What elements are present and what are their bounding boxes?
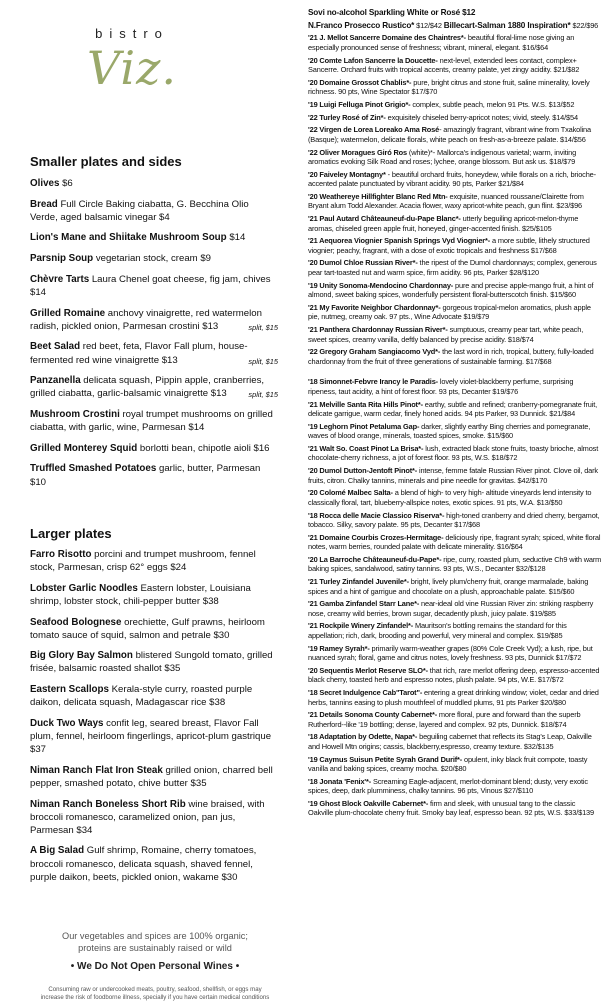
menu-item-name: Eastern Scallops [30,684,109,696]
consume-warning: Consuming raw or undercooked meats, poultry, seafood, shellfish, or eggs may increase the risk of foodborne illness, specially if you have certain medical conditions [40,986,270,1001]
menu-item [30,717,278,756]
menu-item-name: Big Glory Bay Salmon [30,650,133,662]
menu-item-desc: vegetarian stock, cream $9 [93,253,212,265]
wine-item [308,100,602,110]
menu-item-name: Grilled Romaine [30,307,106,319]
wine-name: '21 Rockpile Winery Zinfandel*- [308,621,414,631]
menu-item-desc: Full Circle Baking ciabatta, G. Becchina Olio Verde, aged balsamic vinegar $4 [30,198,249,223]
menu-item-desc: wine braised, with broccoli romanesco, caramelized onion, pan jus, Parmesan $34 [30,798,265,836]
menu-item [30,616,278,642]
menu-item-name: Duck Two Ways [30,717,104,729]
wine-item [308,33,602,52]
wine-item [308,511,602,530]
menu-item-desc: $14 [226,232,246,244]
menu-item-name: Chèvre Tarts [30,273,90,285]
menu-item-name: Olives [30,178,60,189]
wine-name: '18 Adaptation by Odette, Napa*- [308,732,418,742]
wine-item [308,710,602,729]
menu-item-desc: Laura Chenel goat cheese, fig jam, chives $14 [30,273,271,298]
wine-name: '19 Luigi Fellugа Pinot Grigio*- [308,99,411,109]
wine-desc: - beautiful orchard fruits, honeydew, while florals on a rich, brioche-accented palate punctuated by vibrant acidity. 90 pts, Parker $21/$84 [308,169,596,189]
wine-name: '21 Aequorea Viognier Spanish Springs Vyd Viognier*- [308,236,491,246]
wine-desc: primarily warm-weather grapes (80% Cole Creek Vyd); a lush, ripe, but nuanced syrah; floral, game and citrus notes, lovely freshness. 93 pts, Dunnick $17/$72 [308,643,593,663]
menu-item [30,177,278,190]
wine-desc: Screaming Eagle-adjacent, merlot-dominant blend; dusty, very exotic spices, deep, dark plumminess, chalky tannins. 96 pts, Vinous $27/$110 [308,776,588,796]
menu-item [30,548,278,574]
wine-item [308,688,602,707]
wine-desc: near-ideal old vine Russian River zin: striking raspberry nose, creamy wild berries, brown sugar, decadently plush, juicy palate. $19/$85 [308,599,594,618]
wine-name: '21 Walt So. Coast Pinot La Brisa*- [308,443,424,453]
wine-desc: a more subtle, lithely structured viognier; peachy, fragrant, with a dose of exotic tropicals and freshness $17/$68 [308,236,590,255]
menu-item [30,462,278,488]
wine-item [308,303,602,322]
menu-item [30,683,278,709]
menu-item [30,198,278,224]
wine-name: Sovi no-alcohol Sparkling White or Rosé $12 [308,8,476,17]
wine-item [308,113,602,123]
menu-item-desc: red beet, feta, Flavor Fall plum, house-fermented red wine vinaigrette $13 [30,341,248,366]
wine-name: '19 Caymus Suisun Petite Syrah Grand Durif*- [308,754,463,764]
wine-desc: pure and precise apple-mango fruit, a hint of almond, sweet baking spices, wonderfully persistent floral-butterscotch finish. $15/$60 [308,280,594,300]
menu-item-desc: Kerala-style curry, roasted purple daikon, delicata squash, Madagascar rice $38 [30,684,253,709]
wine-name: '20 Domaine Grossot Chablis*- [308,77,412,87]
wine-name: '22 Gregory Graham Sangiacomo Vyd*- [308,347,441,357]
menu-item [30,231,278,244]
larger-list [30,548,278,891]
wine-name: '21 Melville Santa Rita Hills Pinot*- [308,399,423,409]
wine-desc: - amazingly fragrant, vibrant wine from Txakolina (Basque); watermelon, delicate florals, white peach on fresh-as-a-breeze palate. $14/$56 [308,125,591,144]
wine-name: '21 Domaine Courbis Crozes-Hermitage- [308,532,444,542]
wine-desc: intense, femme fatale Russian River pinot. Clove oil, dark fruits, citron. Chalky tannins, minerals and pine needle for gravitas. $42/$170 [308,466,598,485]
wine-desc: entering a great drinking window; violet, cedar and dried herbs, tannins easing to plush mouthfeel of muddled plums, 91 pts Parker $20/$80 [308,688,599,707]
menu-item-desc: garlic, butter, Parmesan $10 [30,463,261,488]
wine-item [308,777,602,796]
menu-item [30,844,278,883]
menu-item-name: Niman Ranch Flat Iron Steak [30,764,163,776]
menu-item-desc: delicata squash, Pippin apple, cranberries, grilled ciabatta, garlic-balsamic vinaigrette $13 [30,375,265,400]
menu-item-desc: confit leg, seared breast, Flavor Fall plum, fennel, heirloom fingerlings, apricot-plum gastrique $37 [30,717,272,756]
wine-name: '19 Unity Sonoma-Mendocino Chardonnay- [308,280,454,290]
wine-desc: Mauritson's bottling remains the standard for this appellation; rich, dark, brooding and powerful, very mineral and complex. $19/$85 [308,621,567,640]
menu-item-desc: Gulf shrimp, Romaine, cherry tomatoes, broccoli romanesco, delicata squash, shaved fennel, purple daikon, beets, pickled onion, wakame $30 [30,845,257,883]
wine-name: '20 La Barroche Châteauneuf-du-Pape*- [308,554,442,564]
wine-name: '22 Oliver Moragues Giró Ros [308,147,408,157]
wine-item [308,148,602,167]
wine-item [308,325,602,344]
wine-desc: darker, slightly earthy Bing cherries and pomegranate, waves of blood orange, minerals, toasted spices, smoke. $15/$60 [308,421,591,441]
wine-list [308,8,602,821]
wine-item [308,56,602,75]
wine-desc: exquisitely chiseled berry-apricot notes; vivid, steely. $14/$54 [385,112,578,122]
wine-item [308,799,602,818]
larger-heading: Larger plates [30,526,112,541]
menu-item-desc: Eastern lobster, Louisiana shrimp, lobster stock, chili-pepper butter $38 [30,582,251,607]
menu-item [30,273,278,299]
wine-name: '20 Sequentis Merlot Reserve SLO*- [308,665,428,675]
wine-name: '21 Panthera Chardonnay Russian River*- [308,325,448,334]
wine-item [308,755,602,774]
wine-desc: lovely violet-blackberry perfume, surprising ripeness, taut acidity, a hint of forest floor. 93 pts, Decanter $19/$76 [308,377,574,396]
menu-item-desc: anchovy vinaigrette, red watermelon radish, pickled onion, Parmesan crostini $13 [30,307,262,332]
wine-item [308,533,602,552]
wine-name: '20 Dumol Dutton-Jentoft Pinot*- [308,466,418,476]
wine-item [308,258,602,277]
wine-sparkling-na [308,8,602,18]
menu-item [30,252,278,265]
wine-desc: beautiful floral-lime nose giving an especially pronounced sense of freshness; vibrant, mineral, elegant. $16/$64 [308,33,575,52]
wine-desc: firm and sleek, with unusual tang to the classic Oakville plum-chocolate cherry fruit. Smoky bay leaf, espresso bean. 92 pts, W.S. $33/$139 [308,798,594,818]
menu-item-name: Truffled Smashed Potatoes [30,463,157,475]
menu-item-name: Mushroom Crostini [30,408,120,420]
wine-name: '18 Simonnet-Febvre Irancy le Paradis- [308,377,438,387]
wine-name: N.Franco Prosecco Rustico* [308,20,415,30]
menu-item [30,649,278,675]
menu-item-name: Bread [30,198,58,210]
logo-bistro: bistro [95,26,169,41]
wine-item [308,214,602,233]
menu-item-name: A Big Salad [30,845,85,857]
wine-item [308,466,602,485]
logo-viz: Viz. [87,41,177,95]
menu-item [30,764,278,790]
wine-item [308,577,602,596]
wine-desc: gorgeous tropical-melon aromatics, plush apple pie, nutmeg, creamy oak. 97 pts., Wine Advocate $19/$79 [308,302,591,322]
wine-item [308,732,602,751]
wine-item [308,281,602,300]
wine-desc: exquisite, nuanced roussane/Clairette from Bryant alum Todd Alexander. Acacia flower, waxy apricot-white peach, gun flint. $23/$96 [308,191,584,211]
wine-item [308,599,602,618]
wine-name: '18 Secret Indulgence Cab"Tarot"- [308,688,423,697]
smaller-list [30,177,278,496]
menu-item-name: Panzanella [30,375,81,387]
menu-item [30,582,278,608]
wine-name: '20 Colomé Malbec Salta- [308,488,393,498]
menu-item: Panzanella delicata squash, Pippin apple, cranberries, grilled ciabatta, garlic-balsamic vinaigrette $13 split, $15 [30,375,278,400]
wine-desc: complex, subtle peach, melon 91 Pts. W.S. $13/$52 [410,99,575,109]
wine-price: $12/$42 [414,20,444,30]
menu-item: Grilled Romaine anchovy vinaigrette, red watermelon radish, pickled onion, Parmesan crostini $13 split, $15 [30,307,278,332]
wine-name: '21 Paul Autard Châteauneuf-du-Pape Blanc*- [308,214,461,224]
wine-desc: a blend of high- to very high- altitude vineyards lend intensity to classically floral, tart, blueberry-allspice notes, exotic spices. 91 pts, W.A. $13/$50 [308,488,592,507]
red-wines [308,377,602,818]
wine-price: $22/$96 [570,20,599,30]
wine-item [308,488,602,507]
wine-desc: beguiling cabernet that reflects its Stag's Leap, Oakville and Howell Mtn origins; cassis, blackberry,espresso, creamy texture. $32/$135 [308,732,592,751]
wine-desc: the ripest of the Dumol chardonnays; complex, generous pear tart-toasted nut and warm spice, firm acidity. 96 pts, Parker $28/$120 [308,258,597,277]
wine-desc: ripe, curry, roasted plum, seductive Ch9 with warm baking spices, sandalwood, satiny tannins. 93 pts, W.S., Decanter $32/$128 [308,554,602,574]
wine-desc: bright, lively plum/cherry fruit, orange marmalade, baking spices and a hint of garrigue and chocolate on a plush, approachable palate. $15/$60 [308,577,589,596]
logo [62,26,202,95]
menu-item-name: Farro Risotto [30,549,92,560]
menu-item-name: Beet Salad [30,341,81,353]
menu-item [30,408,278,434]
wine-item [308,125,602,144]
wine-item [308,621,602,640]
wine-desc: deliciously ripe, fragrant syrah; spiced, white floral notes, warm berries, rounded palate with delicate minerality. $16/$64 [308,532,601,552]
wine-item [308,377,602,396]
menu-item: Beet Salad red beet, feta, Flavor Fall plum, house-fermented red wine vinaigrette $13 split, $15 [30,341,278,366]
wine-item [308,555,602,574]
menu-item-name: Seafood Bolognese [30,616,122,628]
menu-item [30,798,278,837]
wine-name: '18 Rocca delle Macie Classico Riserva*- [308,510,445,520]
wine-name: '18 Jonata 'Fenix'*- [308,776,372,786]
wine-desc: lush, extracted black stone fruits, toasty brioche, almost chocolate-cherry richness, a jot of forest floor. 93 pts, W.S. $18/$72 [308,443,599,463]
wine-name: '22 Turley Rosé of Zin*- [308,112,386,122]
menu-item-name: Niman Ranch Boneless Short Rib [30,798,186,810]
menu-item-desc: grilled onion, charred bell pepper, smashed potato, chive butter $35 [30,764,273,789]
organic-note: Our vegetables and spices are 100% organic; proteins are sustainably raised or wild [62,931,248,953]
menu-item-desc: porcini and trumpet mushroom, fennel stock, Parmesan, crisp 62° eggs $24 [30,549,256,574]
menu-item-name: Lobster Garlic Noodles [30,582,138,594]
wine-name: '21 Details Sonoma County Cabernet*- [308,710,438,720]
wine-name: '19 Leghorn Pinot Petaluma Gap- [308,421,420,431]
wine-name: '19 Ghost Block Oakville Cabernet*- [308,798,429,808]
wine-name: '20 Dumol Chloe Russian River*- [308,258,418,268]
no-personal-wines: • We Do Not Open Personal Wines • [70,961,240,972]
menu-item-desc: orechiette, Gulf prawns, heirloom tomato sauce of squid, salmon and petrale $30 [30,616,265,641]
wine-name: '20 Faiveley Montagny* [308,169,386,179]
wine-desc: utterly beguiling apricot-melon-thyme aromas, chiseled green apple fruit, honeyed, ginger-accented finish. $25/$105 [308,214,579,233]
wine-item [308,192,602,211]
wine-desc: pure, bright citrus and stone fruit, saline minerality, lovely richness. 90 pts, Wine Spectator $17/$70 [308,77,590,97]
wine-name: '20 Comte Lafon Sancerre la Doucette- [308,55,438,65]
wine-item [308,644,602,663]
wine-name: '21 Turley Zinfandel Juvenile*- [308,577,409,587]
wine-item [308,422,602,441]
wine-desc: the last word in rich, tropical, buttery, fully-loaded chardonnay from the fruit of three generations of sustainable farming. $17/$68 [308,347,594,366]
wine-item [308,236,602,255]
wine-name: '21 Gamba Zinfandel Starr Lane*- [308,599,420,609]
wine-item [308,170,602,189]
wine-desc: that rich, rare merlot offering deep, espresso-accented black cherry, toasted herb and espresso notes, plush palate. 94 pts, W.E. $17/$72 [308,665,600,685]
wine-desc: sumptuous, creamy pear tart, white peach, sweet spices, creamy vanilla, deftly balanced by precise acidity. $18/$74 [308,325,584,344]
wine-name: Billecart-Salman 1880 Inspiration* [443,20,571,30]
wine-desc: (white)*- Mallorca's indigenous varietal; warm, inviting aromatics evoking Silk Road and roses; lychee, orange blossom. But ask us. $18/$79 [308,147,577,166]
menu-item-name: Lion's Mane and Shiitake Mushroom Soup [30,232,227,244]
wine-item [308,78,602,97]
menu-item-name: Parsnip Soup [30,253,94,265]
menu-item-desc: borlotti bean, chipotle aioli $16 [137,442,270,454]
smaller-heading: Smaller plates and sides [30,154,182,169]
wine-desc: opulent, inky black fruit compote, toasty vanilla and baking spices, creamy mocha. $20/$80 [308,754,588,774]
white-wines [308,33,602,366]
wine-item [308,347,602,366]
wine-name: '21 My Favorite Neighbor Chardonnay*- [308,302,441,312]
wine-name: '20 Weathereye Hillfighter Blanc Red Mtn- [308,191,448,201]
menu-item [30,442,278,455]
wine-item [308,666,602,685]
wine-item [308,400,602,419]
wine-name: '22 Virgen de Lorea Loreako Ama Rosé [308,125,440,135]
menu-item-desc: $6 [59,178,73,189]
wine-name: '21 J. Mellot Sancerre Domaine des Chaintres*- [308,33,466,43]
menu-item-desc: royal trumpet mushrooms on grilled ciabatta, with garlic, wine, Parmesan $14 [30,408,273,434]
menu-item-desc: blistered Sungold tomato, grilled frisée, balsamic roasted shallot $35 [30,650,273,675]
wine-sparkling [308,21,602,31]
menu-item-name: Grilled Monterey Squid [30,442,138,454]
wine-item [308,444,602,463]
wine-desc: more floral, pure and forward than the superb Rutherford--like '19 bottling; dense, layered and complex. 92 pts, Dunnick. $18/$74 [308,710,581,729]
wine-desc: high-toned cranberry and dried cherry, bergamot, tobacco. Silky, savory palate. 95 pts, Decanter $17/$68 [308,510,600,529]
wine-name: '19 Ramey Syrah*- [308,643,370,653]
wine-desc: next-level, extended lees contact, complex+ Sancerre. Orchard fruits with tropical accents, creamy palate, yet zingy acidity. $21/$82 [308,55,580,75]
wine-desc: earthy, subtle and refined; cranberry-pomegranate fruit, delicate garrigue, warm cedar, finely honed acids. 94 pts Parker, 93 Dunnick. $21/$84 [308,399,598,419]
